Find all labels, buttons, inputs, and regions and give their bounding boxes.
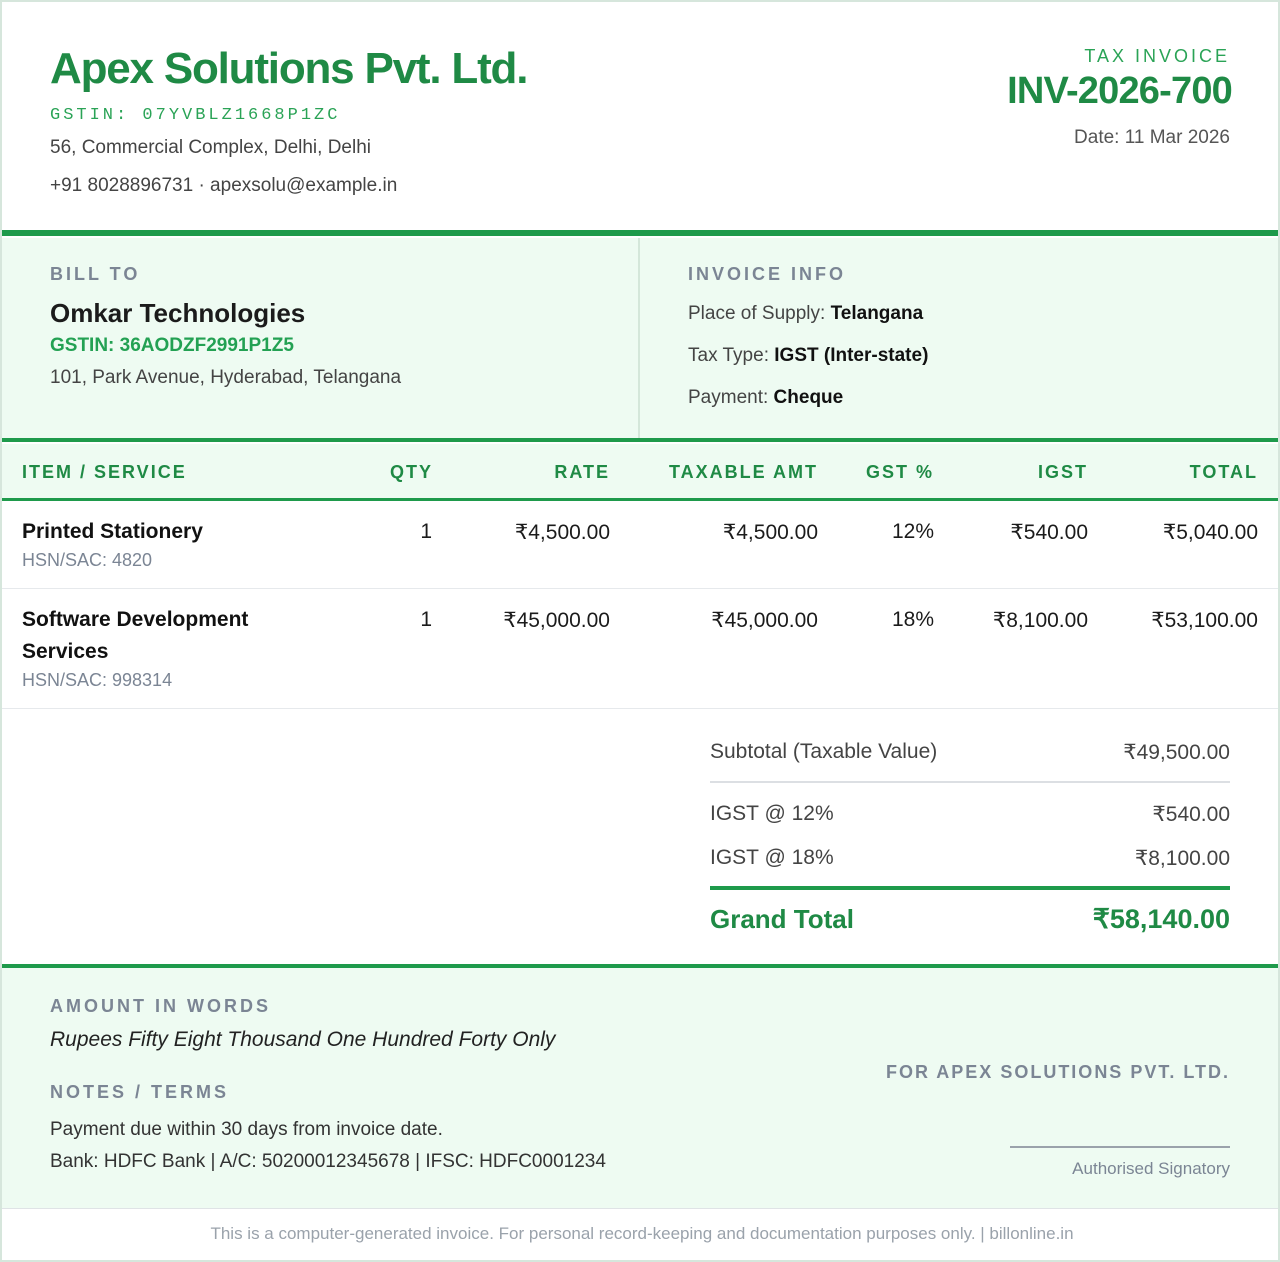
column-header-rate: RATE — [554, 462, 610, 482]
item-rate: ₹45,000.00 — [503, 609, 610, 632]
invoice-info-label: INVOICE INFO — [688, 264, 847, 284]
bank-details: Bank: HDFC Bank | A/C: 50200012345678 | IFSC: HDFC0001234 — [50, 1151, 606, 1172]
item-rate: ₹4,500.00 — [514, 521, 610, 544]
column-header-igst: IGST — [1037, 462, 1088, 482]
item-gst-rate: 18% — [891, 608, 934, 631]
company-name: Apex Solutions Pvt. Ltd. — [50, 44, 528, 93]
subtotal-label: Subtotal (Taxable Value) — [710, 740, 938, 763]
item-total: ₹5,040.00 — [1162, 521, 1258, 544]
item-taxable: ₹45,000.00 — [711, 609, 818, 632]
amount-in-words-label: AMOUNT IN WORDS — [50, 996, 271, 1016]
row-divider — [2, 708, 1278, 709]
subtotal-divider — [710, 781, 1230, 783]
for-company-label: FOR APEX SOLUTIONS PVT. LTD. — [885, 1062, 1230, 1082]
igst-12-label: IGST @ 12% — [710, 802, 834, 825]
amount-in-words: Rupees Fifty Eight Thousand One Hundred Forty Only — [50, 1028, 556, 1051]
igst-12-value: ₹540.00 — [1152, 803, 1230, 826]
grand-total-label: Grand Total — [710, 904, 854, 934]
client-address: 101, Park Avenue, Hyderabad, Telangana — [50, 367, 402, 388]
tax-type-value: IGST (Inter-state) — [774, 345, 929, 366]
place-of-supply — [688, 303, 923, 325]
notes-label: NOTES / TERMS — [50, 1082, 230, 1102]
disclaimer: This is a computer-generated invoice. For personal record-keeping and documentation purposes only. | billonline.in — [210, 1224, 1074, 1243]
subtotal-value: ₹49,500.00 — [1123, 741, 1230, 764]
grand-total-value: ₹58,140.00 — [1092, 904, 1230, 934]
place-of-supply-value: Telangana — [830, 303, 924, 324]
item-igst: ₹540.00 — [1010, 521, 1088, 544]
item-gst-rate: 12% — [891, 520, 934, 543]
document-type: TAX INVOICE — [1084, 46, 1230, 66]
company-contact: +91 8028896731 · apexsolu@example.in — [50, 175, 398, 196]
item-hsn: HSN/SAC: 998314 — [22, 670, 173, 690]
column-header-total: TOTAL — [1189, 462, 1258, 482]
item-total: ₹53,100.00 — [1151, 609, 1258, 632]
bill-to-label: BILL TO — [50, 264, 141, 284]
payment-value: Cheque — [773, 387, 844, 408]
grand-total-divider — [710, 886, 1230, 890]
tax-type-label: Tax Type: — [688, 345, 769, 366]
payment-terms: Payment due within 30 days from invoice date. — [50, 1119, 443, 1140]
payment-mode — [688, 387, 843, 409]
table-header-divider — [2, 498, 1278, 501]
invoice-date: Date: 11 Mar 2026 — [1074, 127, 1230, 148]
item-igst: ₹8,100.00 — [992, 609, 1088, 632]
tax-type — [688, 345, 928, 367]
company-gstin: GSTIN: 07YVBLZ1668P1ZC — [50, 106, 341, 125]
item-name: Software Development Services — [22, 608, 249, 663]
client-name: Omkar Technologies — [50, 298, 306, 328]
column-header-item: ITEM / SERVICE — [22, 462, 187, 482]
client-gstin: GSTIN: 36AODZF2991P1Z5 — [50, 335, 294, 356]
igst-18-value: ₹8,100.00 — [1134, 847, 1230, 870]
authorised-signatory: Authorised Signatory — [1072, 1159, 1230, 1178]
column-header-qty: QTY — [390, 462, 434, 482]
company-address: 56, Commercial Complex, Delhi, Delhi — [50, 137, 371, 158]
place-of-supply-label: Place of Supply: — [688, 303, 826, 324]
item-name: Printed Stationery — [22, 520, 203, 543]
payment-label: Payment: — [688, 387, 769, 408]
row-divider — [2, 588, 1278, 589]
disclaimer-divider — [2, 1208, 1278, 1209]
item-hsn: HSN/SAC: 4820 — [22, 550, 153, 570]
billing-divider — [638, 238, 640, 438]
column-header-gst: GST % — [865, 462, 934, 482]
item-taxable: ₹4,500.00 — [722, 521, 818, 544]
table-top-divider — [2, 438, 1278, 442]
signature-line — [1010, 1146, 1230, 1148]
column-header-taxable: TAXABLE AMT — [669, 462, 818, 482]
item-qty: 1 — [420, 520, 432, 543]
invoice-number: INV-2026-700 — [1007, 70, 1232, 112]
item-qty: 1 — [420, 608, 432, 631]
igst-18-label: IGST @ 18% — [710, 846, 834, 869]
invoice-header — [2, 2, 1278, 234]
header-divider — [2, 230, 1278, 236]
